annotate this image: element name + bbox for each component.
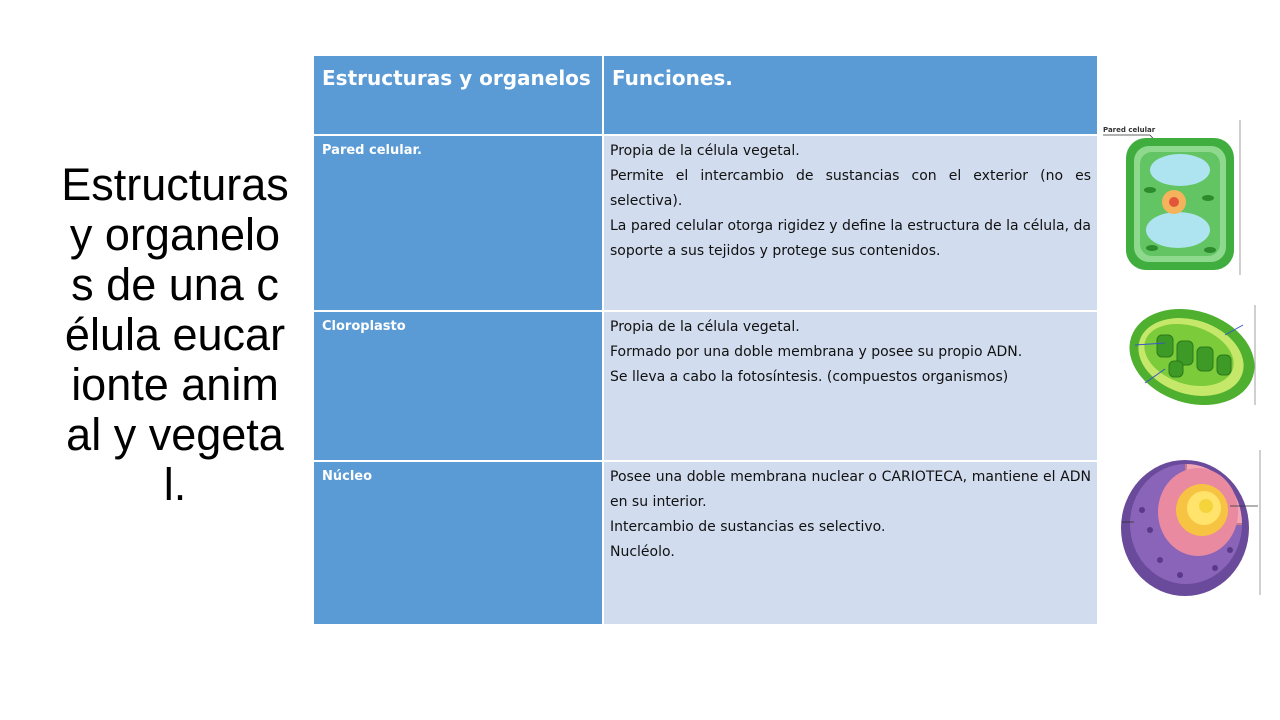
structure-functions [603, 135, 1098, 311]
function-item: Nucléolo. [610, 544, 675, 560]
cell-wall-label: Pared celular [1103, 126, 1156, 134]
table-row [313, 311, 1098, 461]
slide-title: Estructuras y organelos de una célula eucarionte animal y vegetal. [61, 159, 289, 510]
organelle-illustrations [1100, 120, 1270, 600]
organelles-table [312, 54, 1099, 626]
table-header-row [313, 55, 1098, 135]
nucleus-icon [1120, 450, 1265, 600]
header-functions: Funciones. [603, 55, 1098, 135]
function-item: Permite el intercambio de sustancias con el exterior (no es selectiva). [610, 168, 1091, 209]
function-item: Formado por una doble membrana y posee su propio ADN. [610, 344, 1023, 360]
chloroplast-icon [1125, 305, 1260, 410]
table-row [313, 461, 1098, 625]
structure-functions [603, 311, 1098, 461]
header-structures: Estructuras y organelos [313, 55, 603, 135]
function-item: Propia de la célula vegetal. [610, 143, 800, 159]
function-item: La pared celular otorga rigidez y define la estructura de la célula, da soporte a sus tejidos y protege sus contenidos. [610, 218, 1091, 259]
structure-name: Pared celular. [313, 135, 603, 311]
function-item: Posee una doble membrana nuclear o CARIOTECA, mantiene el ADN en su interior. [610, 469, 1091, 510]
table-row [313, 135, 1098, 311]
structure-name: Núcleo [313, 461, 603, 625]
function-item: Propia de la célula vegetal. [610, 319, 800, 335]
function-item: Se lleva a cabo la fotosíntesis. (compuestos organismos) [610, 369, 1009, 385]
structure-functions [603, 461, 1098, 625]
plant-cell-icon [1100, 120, 1245, 280]
structure-name: Cloroplasto [313, 311, 603, 461]
function-item: Intercambio de sustancias es selectivo. [610, 519, 886, 535]
